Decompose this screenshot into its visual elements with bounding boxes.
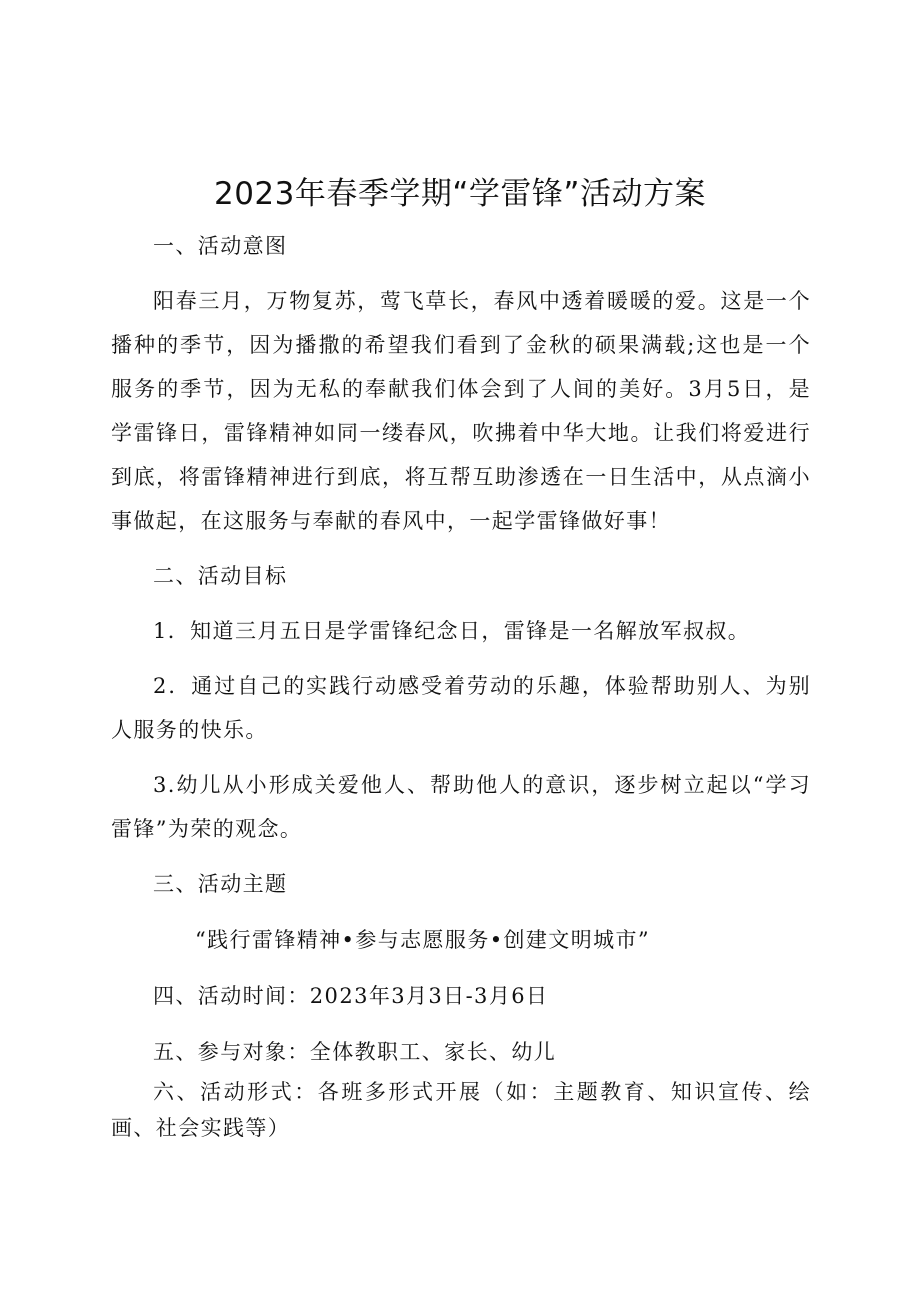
activity-time: 四、活动时间：2023年3月3日-3月6日 bbox=[153, 984, 549, 1008]
section-heading-theme: 三、活动主题 bbox=[153, 872, 288, 896]
document-title: 2023年春季学期“学雷锋”活动方案 bbox=[213, 176, 706, 212]
participants: 五、参与对象：全体教职工、家长、幼儿 bbox=[153, 1040, 557, 1064]
goal-item-1: 1．知道三月五日是学雷锋纪念日，雷锋是一名解放军叔叔。 bbox=[153, 619, 751, 643]
theme-slogan: “践行雷锋精神•参与志愿服务•创建文明城市” bbox=[195, 928, 651, 952]
document-body bbox=[111, 224, 811, 1146]
goal-item-3: 3.幼儿从小形成关爱他人、帮助他人的意识，逐步树立起以“学习雷锋”为荣的观念。 bbox=[111, 773, 811, 841]
section-heading-intent: 一、活动意图 bbox=[153, 234, 288, 258]
intent-paragraph: 阳春三月，万物复苏，莺飞草长，春风中透着暖暖的爱。这是一个播种的季节，因为播撒的希望我们看到了金秋的硕果满载;这也是一个服务的季节，因为无私的奉献我们体会到了人间的美好。3月5日，是学雷锋日，雷锋精神如同一缕春风，吹拂着中华大地。让我们将爱进行到底，将雷锋精神进行到底，将互帮互助渗透在一日生活中，从点滴小事做起，在这服务与奉献的春风中，一起学雷锋做好事！ bbox=[111, 289, 811, 533]
section-heading-goals: 二、活动目标 bbox=[153, 564, 288, 588]
goal-item-2: 2．通过自己的实践行动感受着劳动的乐趣，体验帮助别人、为别人服务的快乐。 bbox=[111, 674, 811, 742]
activity-form: 六、活动形式：各班多形式开展（如：主题教育、知识宣传、绘画、社会实践等） bbox=[111, 1080, 811, 1140]
